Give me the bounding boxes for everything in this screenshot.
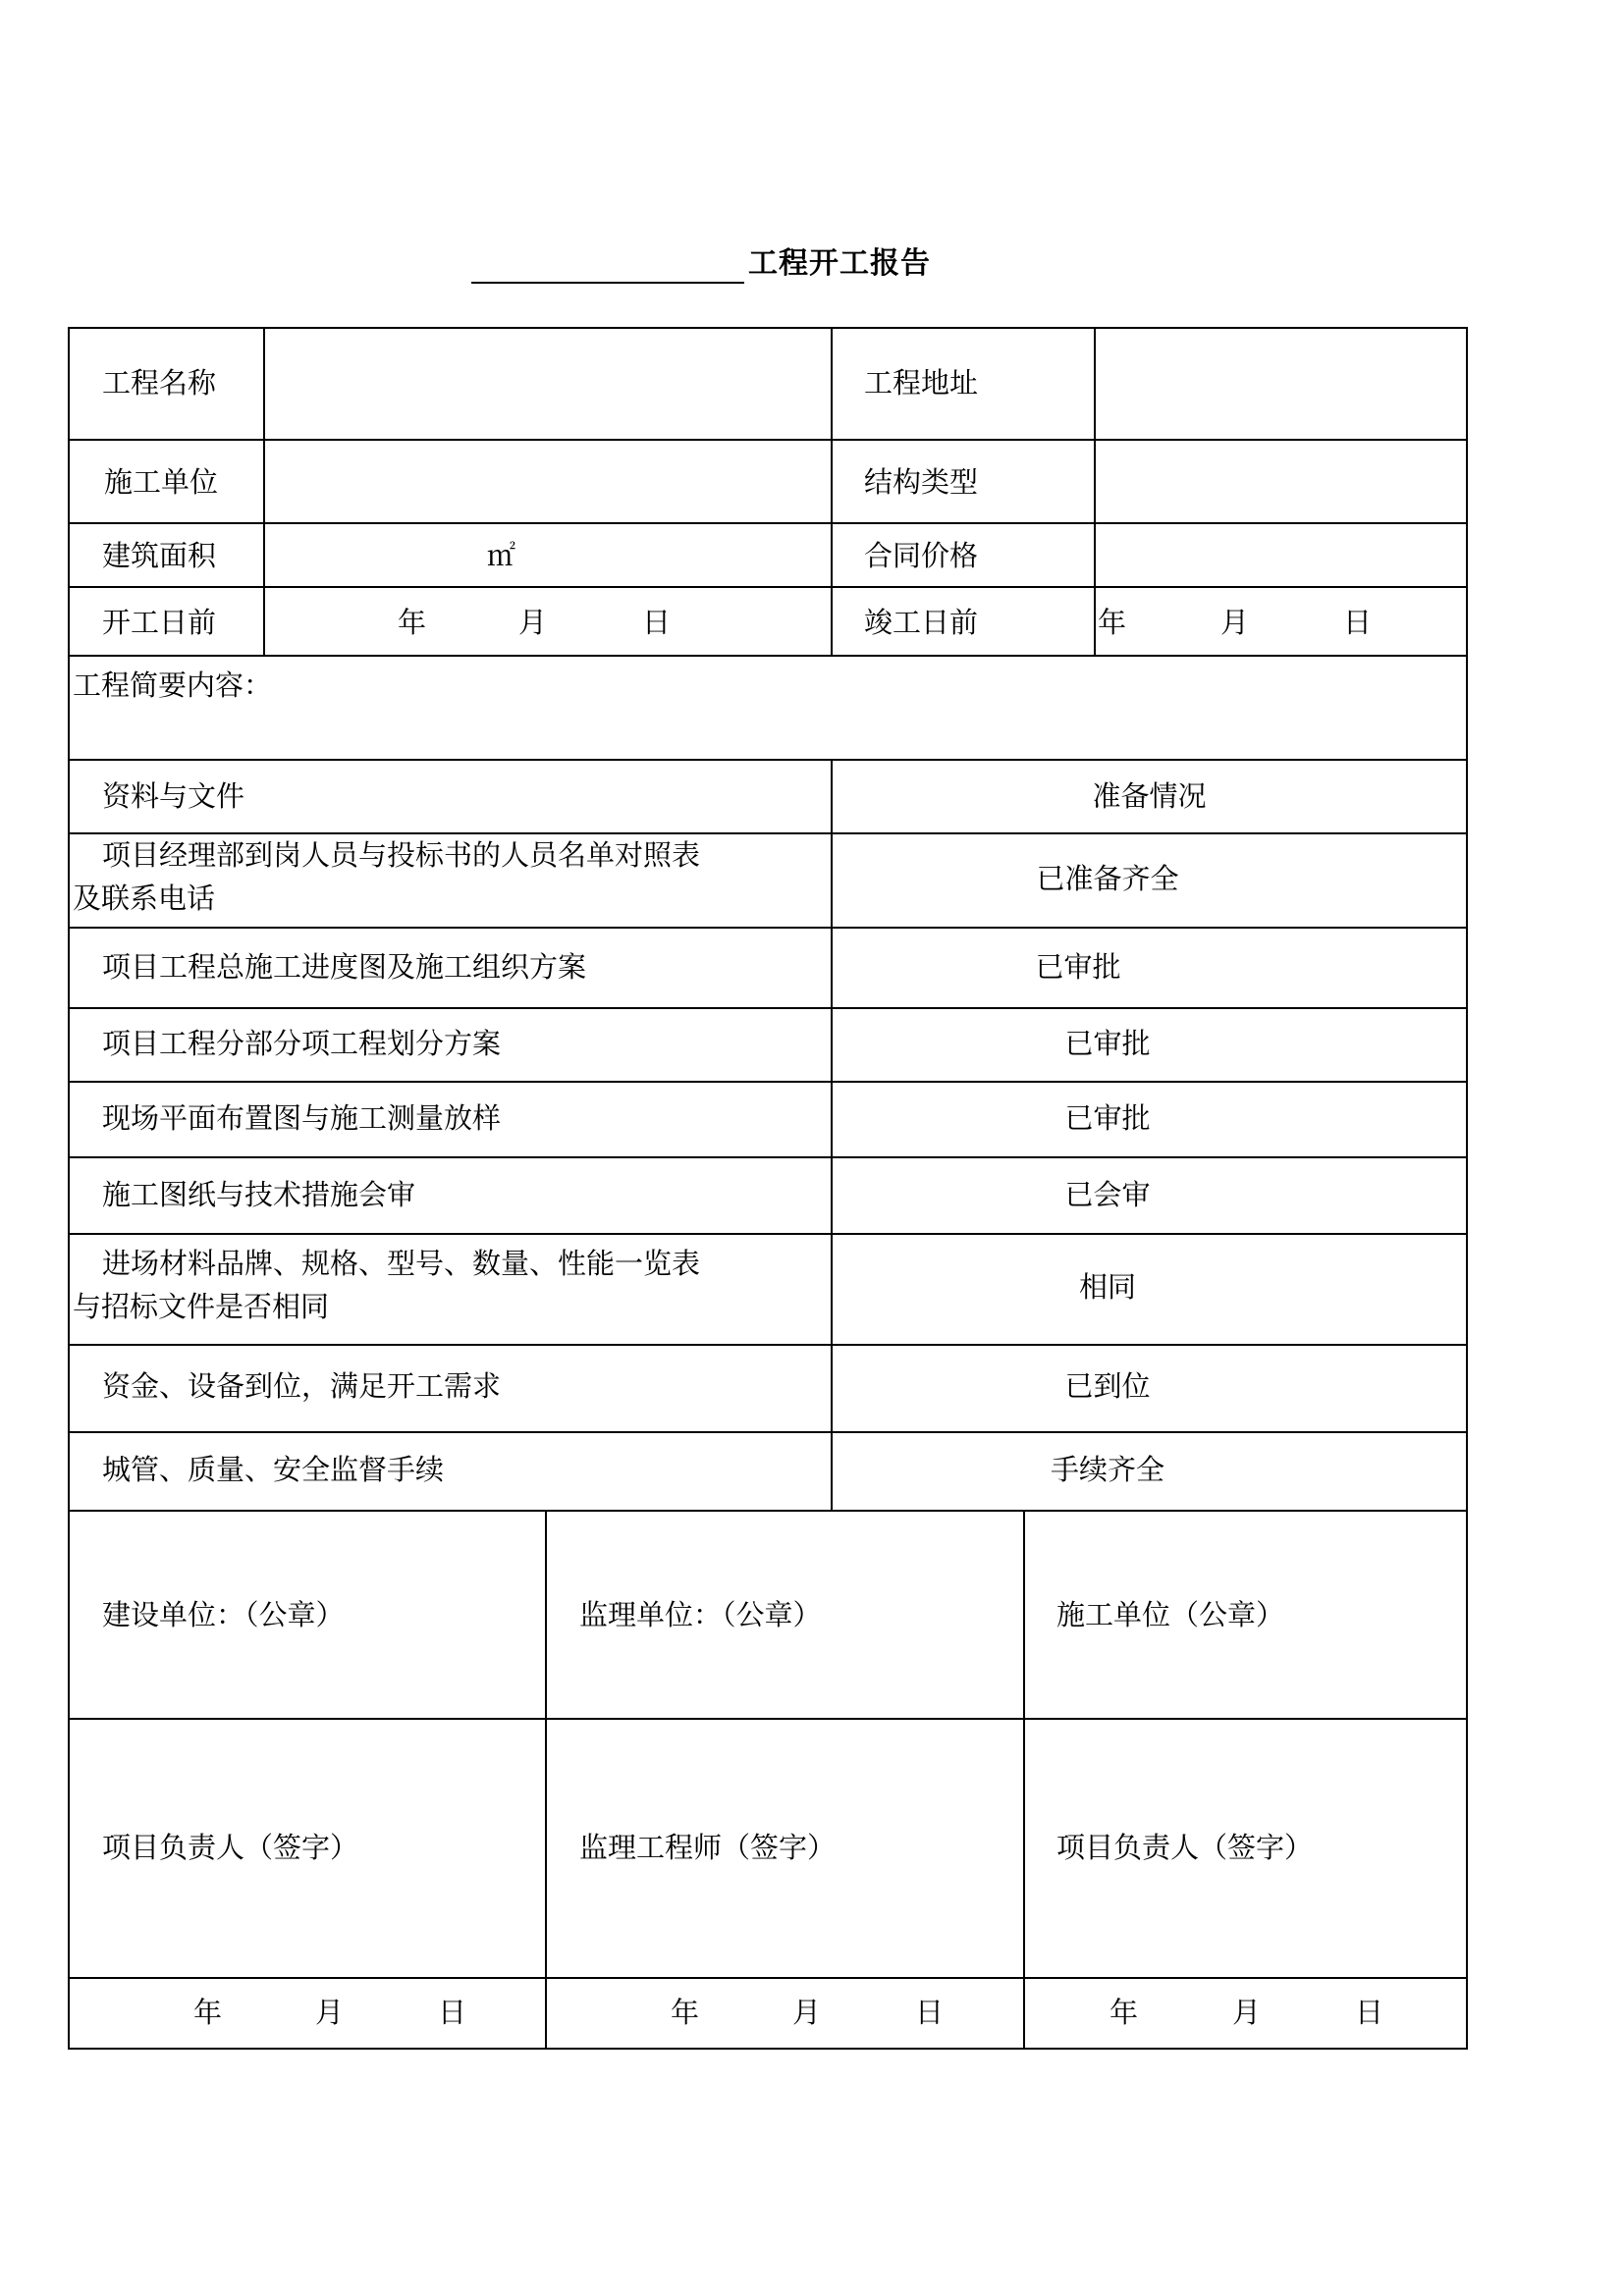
checklist-status: 手续齐全 [1050, 1453, 1164, 1486]
contractor-date-month: 月 [1232, 1996, 1262, 2029]
checklist-item-continued: 与招标文件是否相同 [73, 1290, 330, 1323]
owner-person-signature: 项目负责人（签字） [102, 1831, 359, 1864]
checklist-status-header: 准备情况 [1092, 779, 1207, 813]
finish-year: 年 [1098, 606, 1127, 639]
checklist-status: 已审批 [1064, 1101, 1151, 1135]
start-year: 年 [398, 606, 427, 639]
checklist-item: 项目工程分部分项工程划分方案 [102, 1027, 502, 1060]
checklist-item-header: 资料与文件 [102, 779, 245, 813]
checklist-status: 已到位 [1064, 1369, 1151, 1403]
start-month: 月 [518, 606, 548, 639]
owner-unit-seal: 建设单位：（公章） [102, 1598, 345, 1631]
checklist-status: 已审批 [1035, 950, 1121, 984]
checklist-item-continued: 及联系电话 [73, 881, 216, 915]
owner-date-year: 年 [193, 1996, 223, 2029]
supervisor-date-day: 日 [915, 1996, 945, 2029]
contractor-person-signature: 项目负责人（签字） [1056, 1831, 1314, 1864]
contractor-date-year: 年 [1110, 1996, 1139, 2029]
checklist-status: 相同 [1078, 1270, 1136, 1304]
checklist-item: 进场材料品牌、规格、型号、数量、性能一览表 [102, 1247, 701, 1280]
checklist-item: 城管、质量、安全监督手续 [102, 1453, 445, 1486]
start-date-label: 开工日前 [102, 606, 217, 639]
price-value[interactable] [1110, 531, 1453, 580]
finish-month: 月 [1220, 606, 1250, 639]
contractor-value[interactable] [285, 457, 815, 507]
supervisor-date-year: 年 [671, 1996, 700, 2029]
contractor-date-day: 日 [1355, 1996, 1384, 2029]
project-name-blank [471, 242, 744, 284]
checklist-item: 资金、设备到位，满足开工需求 [102, 1369, 502, 1403]
structure-value[interactable] [1110, 457, 1453, 507]
checklist-item: 项目经理部到岗人员与投标书的人员名单对照表 [102, 838, 701, 872]
owner-date-month: 月 [315, 1996, 345, 2029]
title-text: 工程开工报告 [748, 246, 931, 281]
finish-day: 日 [1343, 606, 1373, 639]
finish-date-label: 竣工日前 [864, 606, 979, 639]
supervisor-person-signature: 监理工程师（签字） [579, 1831, 837, 1864]
supervisor-date-month: 月 [792, 1996, 822, 2029]
owner-date-day: 日 [438, 1996, 467, 2029]
supervisor-unit-seal: 监理单位：（公章） [579, 1598, 822, 1631]
start-day: 日 [642, 606, 672, 639]
area-unit: ㎡ [487, 539, 516, 572]
area-label: 建筑面积 [102, 539, 217, 572]
checklist-item: 现场平面布置图与施工测量放样 [102, 1101, 502, 1135]
checklist-status: 已审批 [1064, 1027, 1151, 1060]
summary-label: 工程简要内容： [73, 668, 273, 702]
contractor-label: 施工单位 [104, 465, 219, 499]
page-title [471, 239, 931, 284]
contractor-unit-seal: 施工单位（公章） [1056, 1598, 1285, 1631]
structure-label: 结构类型 [864, 465, 979, 499]
project-name-value[interactable] [285, 344, 815, 422]
checklist-status: 已准备齐全 [1036, 862, 1179, 895]
price-label: 合同价格 [864, 539, 979, 572]
project-address-value[interactable] [1110, 344, 1453, 422]
checklist-status: 已会审 [1064, 1178, 1151, 1211]
checklist-item: 项目工程总施工进度图及施工组织方案 [102, 950, 587, 984]
project-name-label: 工程名称 [102, 366, 217, 400]
checklist-item: 施工图纸与技术措施会审 [102, 1178, 416, 1211]
project-address-label: 工程地址 [864, 366, 979, 400]
